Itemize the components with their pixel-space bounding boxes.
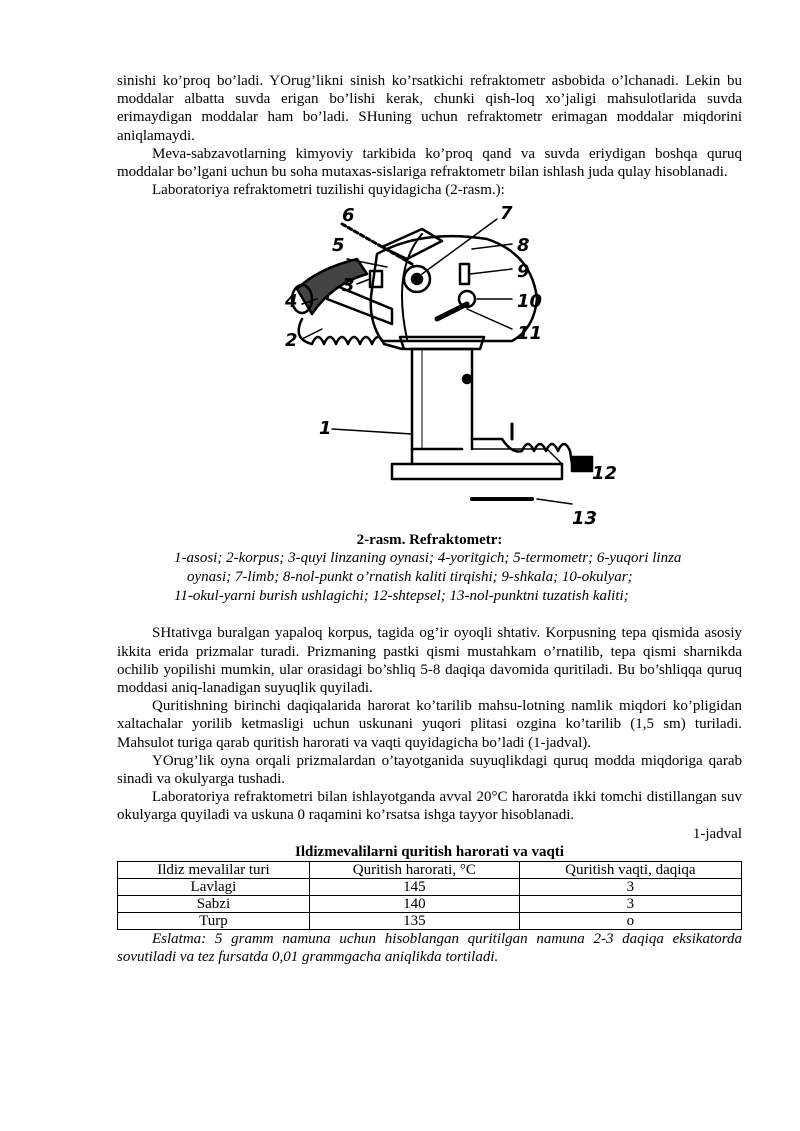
table-header-cell: Ildiz mevalilar turi xyxy=(118,861,310,878)
paragraph: Laboratoriya refraktometri bilan ishlayotganda avval 20°C haroratda ikki tomchi distillangan suv okulyarga quyiladi va uskuna 0 raqamini ko’rsatsa ishga tayyor hisoblanadi. xyxy=(117,789,742,824)
figure-label: 11 xyxy=(517,323,543,345)
table-cell: 135 xyxy=(309,912,519,929)
table-cell: 3 xyxy=(519,895,741,912)
figure-label: 8 xyxy=(517,235,530,257)
figure-label: 10 xyxy=(517,291,543,313)
table-cell: o xyxy=(519,912,741,929)
paragraph: sinishi ko’proq bo’ladi. YOrug’likni sinish ko’rsatkichi refraktometr asbobida o’lchanadi. Lekin bu moddalar albatta suvda erigan bo’lishi kerak, chunki qish-loq xo’jaligi mahsulotlarida suvda erimaydigan moddalar ham bo’ladi. SHuning uchun refraktometr erimagan moddalar miqdorini aniqlamaydi. xyxy=(117,73,742,144)
table-cell: 140 xyxy=(309,895,519,912)
table-row xyxy=(118,912,742,929)
paragraph: YOrug’lik oyna orqali prizmalardan o’tayotganida suyuqlikdagi quruq modda miqdoriga qarab sinadi va okulyarga tushadi. xyxy=(117,752,742,788)
paragraph: Laboratoriya refraktometri tuzilishi quyidagicha (2-rasm.): xyxy=(152,182,505,199)
refractometer-drawing xyxy=(272,199,618,530)
figure-label: 6 xyxy=(342,205,355,227)
table-cell: Lavlagi xyxy=(118,878,310,895)
figure-caption-line: oynasi; 7-limb; 8-nol-punkt o’rnatish kaliti tirqishi; 9-shkala; 10-okulyar; xyxy=(187,569,633,586)
note: Eslatma: 5 gramm namuna uchun hisoblangan quritilgan namuna 2-3 daqiqa eksikatorda sovutiladi va tez fursatda 0,01 grammgacha aniqlikda tortiladi. xyxy=(117,930,742,965)
document-page xyxy=(117,72,742,966)
figure-label: 9 xyxy=(517,261,530,283)
table-header-cell: Quritish harorati, °C xyxy=(309,861,519,878)
refractometer-figure xyxy=(117,199,742,529)
figure-label: 3 xyxy=(342,275,355,297)
paragraph: Meva-sabzavotlarning kimyoviy tarkibida ko’proq qand va suvda eriydigan boshqa quruq moddalar bo’lgani uchun bu soha mutaxas-sislariga refraktometr bilan ishlash juda qulay hisoblanadi. xyxy=(117,145,742,181)
drying-table xyxy=(117,861,742,930)
table-cell: 3 xyxy=(519,878,741,895)
figure-caption-line: 11-okul-yarni burish ushlagichi; 12-shtepsel; 13-nol-punktni tuzatish kaliti; xyxy=(174,588,629,605)
table-row xyxy=(118,895,742,912)
figure-label: 2 xyxy=(285,330,298,352)
table-row xyxy=(118,878,742,895)
table-title: Ildizmevalilarni quritish harorati va vaqti xyxy=(295,843,564,860)
paragraph: Quritishning birinchi daqiqalarida harorat ko’tarilib mahsu-lotning namlik miqdori ko’pligidan xaltachalar yorilib ketmasligi uchun uskunani yuqori plitasi ozgina ko’tarilib (1,5 sm) turiladi. Mahsulot turiga qarab quritish harorati va vaqti quyidagicha bo’ladi (1-jadval). xyxy=(117,698,742,751)
table-header-row xyxy=(118,861,742,878)
table-reference: 1-jadval xyxy=(692,825,742,842)
figure-label: 1 xyxy=(319,418,332,440)
table-cell: Sabzi xyxy=(118,895,310,912)
figure-label: 5 xyxy=(332,235,345,257)
table-cell: 145 xyxy=(309,878,519,895)
figure-label: 13 xyxy=(572,508,598,530)
figure-label: 12 xyxy=(592,463,618,485)
figure-title: 2-rasm. Refraktometr: xyxy=(356,532,503,549)
table-cell: Turp xyxy=(118,912,310,929)
figure-label: 7 xyxy=(500,203,513,225)
paragraph: SHtativga buralgan yapaloq korpus, tagida og’ir oyoqli shtativ. Korpusning tepa qismida asosiy ikkita erida prizmalar turadi. Prizmaning pastki qismi mustahkam o’rnatilib, tepa qismi sharnikda ochilib yopilishi mumkin, ular orasidagi bo’shliq 5-8 daqiqa davomida quritiladi. Bu bo’shliqqa quruq moddasi aniq-lanadigan suyuqlik quyiladi. xyxy=(117,625,742,697)
figure-caption-line: 1-asosi; 2-korpus; 3-quyi linzaning oynasi; 4-yoritgich; 5-termometr; 6-yuqori linza xyxy=(174,550,682,567)
figure-label: 4 xyxy=(285,291,298,313)
table-header-cell: Quritish vaqti, daqiqa xyxy=(519,861,741,878)
